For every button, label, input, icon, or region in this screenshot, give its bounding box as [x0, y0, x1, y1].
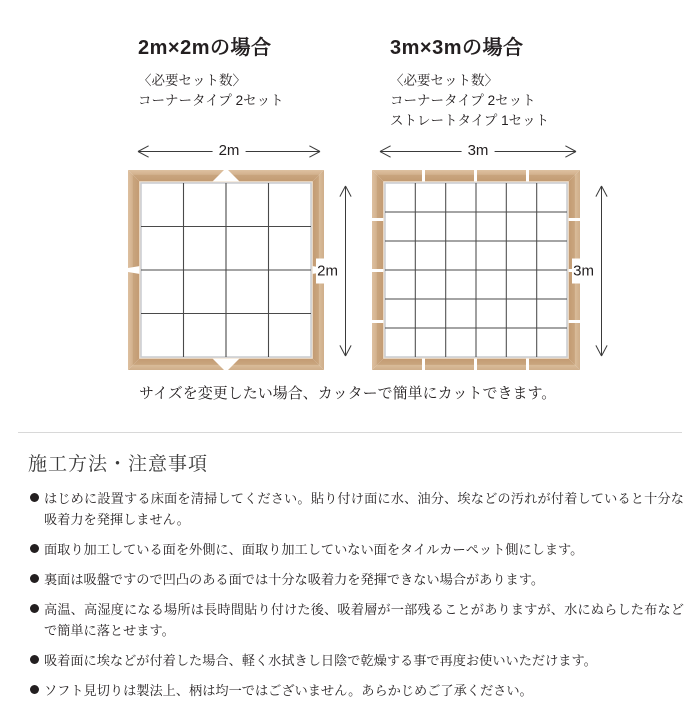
- list-item: [0, 539, 700, 560]
- arrowhead-left: [138, 151, 149, 152]
- instructions-list: [0, 476, 700, 701]
- list-item: [0, 680, 700, 701]
- dim-line: [601, 186, 602, 356]
- arrowhead-down: [345, 345, 346, 356]
- arrowhead-up: [601, 186, 602, 197]
- list-item: [0, 488, 700, 530]
- list-item-text: ソフト見切りは製法上、柄は均一ではございません。あらかじめご了承ください。: [44, 683, 533, 698]
- sets-heading: 〈必要セット数〉: [390, 73, 498, 88]
- dimension-height-3m: [573, 186, 612, 356]
- instructions-heading: 施工方法・注意事項: [28, 454, 209, 475]
- tile-grid-3m: [385, 183, 567, 357]
- dim-line: [345, 186, 346, 356]
- list-item-text: 吸着面に埃などが付着した場合、軽く水拭きし日陰で乾燥する事で再度お使いいただけます。: [44, 653, 597, 668]
- dimension-width-2m-label: 2m: [213, 140, 246, 162]
- bullet-dot-icon: [30, 685, 39, 694]
- list-item-text: 高温、高湿度になる場所は長時間貼り付けた後、吸着層が一部残ることがありますが、水にぬらした布などで簡単に落とせます。: [44, 602, 684, 638]
- arrowhead-right: [565, 151, 576, 152]
- sets-line-corner: コーナータイプ 2セット: [390, 93, 536, 108]
- panel-2m: [118, 0, 368, 111]
- list-item-text: 裏面は吸盤ですので凹凸のある面では十分な吸着力を発揮できない場合があります。: [44, 572, 545, 587]
- sets-line-corner: コーナータイプ 2セット: [138, 93, 284, 108]
- sets-heading: 〈必要セット数〉: [138, 73, 246, 88]
- bullet-dot-icon: [30, 655, 39, 664]
- list-item-text: はじめに設置する床面を清掃してください。貼り付け面に水、油分、埃などの汚れが付着していると十分な吸着力を発揮しません。: [44, 491, 684, 527]
- floor-diagram-3m: [372, 170, 580, 370]
- panel-3m-sets: [368, 71, 628, 131]
- panel-2m-title: 2m×2mの場合: [138, 37, 272, 59]
- list-item: [0, 650, 700, 671]
- dimension-height-2m-label: 2m: [316, 259, 339, 284]
- list-item: [0, 569, 700, 590]
- list-item-text: 面取り加工している面を外側に、面取り加工していない面をタイルカーペット側にします。: [44, 542, 584, 557]
- arrowhead-up: [345, 186, 346, 197]
- panel-3m: [368, 0, 628, 131]
- dimension-height-2m: [317, 186, 356, 356]
- arrowhead-down: [601, 345, 602, 356]
- bullet-dot-icon: [30, 604, 39, 613]
- floor-diagram-2m: [128, 170, 324, 370]
- bullet-dot-icon: [30, 493, 39, 502]
- cut-note: サイズを変更したい場合、カッターで簡単にカットできます。: [139, 385, 557, 402]
- panel-3m-title: 3m×3mの場合: [390, 37, 524, 59]
- dimension-width-3m: [380, 140, 576, 162]
- dimension-height-3m-label: 3m: [572, 259, 595, 284]
- arrowhead-left: [380, 151, 391, 152]
- bullet-dot-icon: [30, 574, 39, 583]
- list-item: [0, 599, 700, 641]
- dimension-width-2m: [138, 140, 320, 162]
- panel-2m-sets: [118, 71, 368, 111]
- section-divider: [18, 432, 682, 433]
- instructions-section: [0, 440, 700, 710]
- bullet-dot-icon: [30, 544, 39, 553]
- sets-line-straight: ストレートタイプ 1セット: [390, 113, 550, 128]
- tile-grid-2m: [141, 183, 311, 357]
- arrowhead-right: [309, 151, 320, 152]
- dimension-width-3m-label: 3m: [462, 140, 495, 162]
